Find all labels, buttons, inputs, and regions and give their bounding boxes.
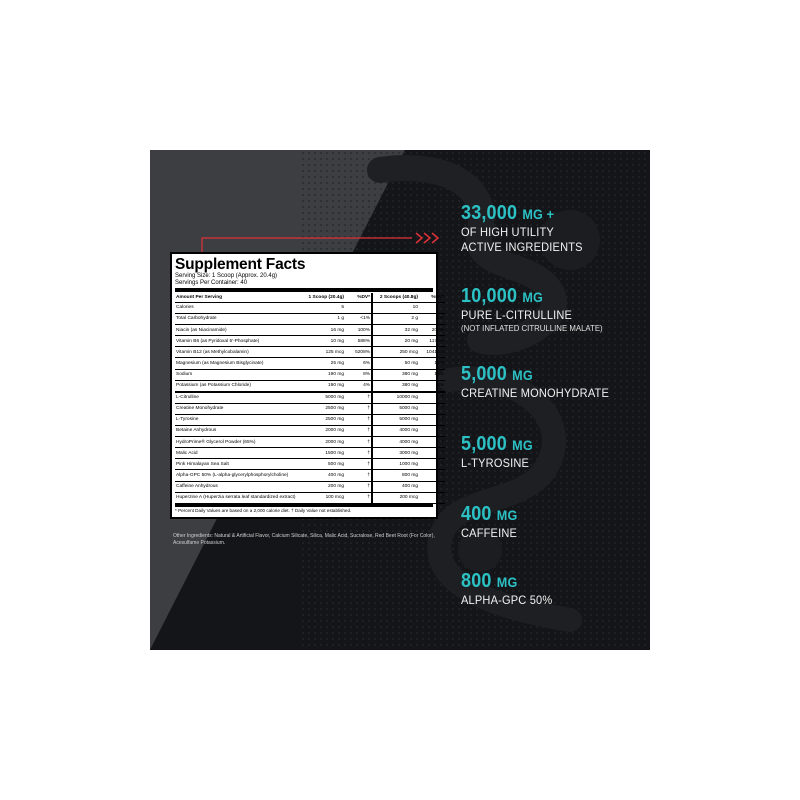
claim-amount-line bbox=[461, 285, 600, 308]
dv-1-scoop: † bbox=[345, 392, 372, 404]
amount-2-scoops: 4000 mg bbox=[372, 426, 419, 437]
claim-amount: 33,000 bbox=[461, 202, 518, 224]
dv-2-scoops: † bbox=[419, 392, 445, 404]
amount-1-scoop: 25 mg bbox=[301, 358, 345, 369]
claim-unit: MG + bbox=[522, 206, 555, 222]
dv-1-scoop: 5208% bbox=[345, 347, 372, 358]
dv-2-scoops: † bbox=[419, 448, 445, 459]
claim-amount: 400 bbox=[461, 503, 492, 525]
header-1-scoop: 1 Scoop (20.4g) bbox=[301, 293, 345, 303]
facts-row bbox=[175, 481, 445, 492]
amount-1-scoop: 200 mg bbox=[301, 481, 345, 492]
nutrient-name: Caffeine Anhydrous bbox=[175, 481, 301, 492]
amount-2-scoops: 10 bbox=[372, 303, 419, 314]
dv-1-scoop: 8% bbox=[345, 369, 372, 380]
amount-1-scoop: 500 mg bbox=[301, 459, 345, 470]
amount-2-scoops: 400 mg bbox=[372, 481, 419, 492]
nutrient-name: Malic Acid bbox=[175, 448, 301, 459]
nutrient-name: L-Tyrosine bbox=[175, 414, 301, 425]
header-2-scoops: 2 Scoops (40.8g) bbox=[372, 293, 419, 303]
header-dv-2: %DV* bbox=[419, 293, 445, 303]
claim-description: OF HIGH UTILITY bbox=[461, 225, 554, 239]
facts-row bbox=[175, 347, 445, 358]
dv-2-scoops: † bbox=[419, 414, 445, 425]
amount-1-scoop: 1 g bbox=[301, 314, 345, 325]
amount-2-scoops: 3000 mg bbox=[372, 448, 419, 459]
facts-row bbox=[175, 369, 445, 380]
dv-1-scoop: † bbox=[345, 470, 372, 481]
facts-title: Supplement Facts bbox=[175, 256, 306, 273]
dv-1-scoop: 588% bbox=[345, 336, 372, 347]
dv-2-scoops: † bbox=[419, 437, 445, 448]
dv-2-scoops: 1% bbox=[419, 314, 445, 325]
nutrient-name: Huperzine A (Huperzia serrata leaf standardized extract) bbox=[175, 492, 301, 503]
dv-1-scoop: † bbox=[345, 492, 372, 503]
facts-row bbox=[175, 336, 445, 347]
amount-1-scoop: 5 bbox=[301, 303, 345, 314]
facts-row bbox=[175, 303, 445, 314]
nutrient-name: Calories bbox=[175, 303, 301, 314]
dv-2-scoops: 200% bbox=[419, 325, 445, 336]
claim-item bbox=[461, 202, 593, 255]
claim-description: L-TYROSINE bbox=[461, 456, 530, 470]
amount-2-scoops: 5000 mg bbox=[372, 414, 419, 425]
facts-row bbox=[175, 403, 445, 414]
amount-2-scoops: 250 mcg bbox=[372, 347, 419, 358]
facts-table bbox=[175, 293, 445, 504]
claim-amount-line bbox=[461, 503, 517, 526]
header-amount: Amount Per Serving bbox=[175, 293, 301, 303]
supplement-facts-label bbox=[170, 252, 444, 519]
facts-divider bbox=[175, 288, 433, 292]
other-ingredients: Other Ingredients: Natural & Artificial Flavor, Calcium Silicate, Silica, Malic Acid, Sucralose, Red Beet Root (For Color), Acesulfame Potassium. bbox=[173, 533, 435, 546]
facts-row bbox=[175, 392, 445, 404]
facts-footnote: * Percent Daily Values are based on a 2,000 calorie diet. † Daily Value not established. bbox=[175, 504, 433, 514]
facts-body bbox=[175, 303, 445, 504]
claim-description: CAFFEINE bbox=[461, 526, 518, 540]
facts-row bbox=[175, 448, 445, 459]
dv-1-scoop: † bbox=[345, 437, 372, 448]
dv-1-scoop: † bbox=[345, 414, 372, 425]
amount-2-scoops: 200 mcg bbox=[372, 492, 419, 503]
amount-1-scoop: 190 mg bbox=[301, 380, 345, 392]
facts-row bbox=[175, 358, 445, 369]
amount-2-scoops: 32 mg bbox=[372, 325, 419, 336]
amount-1-scoop: 2000 mg bbox=[301, 437, 345, 448]
amount-2-scoops: 1000 mg bbox=[372, 459, 419, 470]
amount-2-scoops: 4000 mg bbox=[372, 437, 419, 448]
servings-per-container: Servings Per Container: 40 bbox=[175, 280, 248, 286]
claim-amount: 5,000 bbox=[461, 363, 507, 385]
facts-row bbox=[175, 314, 445, 325]
claim-item bbox=[461, 433, 541, 471]
dv-1-scoop: <1% bbox=[345, 314, 372, 325]
nutrient-name: HydroPrime® Glycerol Powder (65%) bbox=[175, 437, 301, 448]
amount-1-scoop: 2500 mg bbox=[301, 403, 345, 414]
claim-unit: MG bbox=[496, 507, 518, 523]
facts-header-row bbox=[175, 293, 445, 303]
facts-row bbox=[175, 492, 445, 503]
dv-1-scoop: 4% bbox=[345, 380, 372, 392]
nutrient-name: Niacin (as Niacinamide) bbox=[175, 325, 301, 336]
nutrient-name: Alpha-GPC 50% (L-alpha-glycerylphosphorylcholine) bbox=[175, 470, 301, 481]
amount-2-scoops: 50 mg bbox=[372, 358, 419, 369]
facts-row bbox=[175, 414, 445, 425]
amount-1-scoop: 5000 mg bbox=[301, 392, 345, 404]
dv-2-scoops: † bbox=[419, 481, 445, 492]
dv-2-scoops: 1176% bbox=[419, 336, 445, 347]
amount-1-scoop: 2000 mg bbox=[301, 426, 345, 437]
claim-amount: 5,000 bbox=[461, 433, 507, 455]
nutrient-name: Total Carbohydrate bbox=[175, 314, 301, 325]
claim-item bbox=[461, 363, 622, 401]
nutrient-name: Vitamin B12 (as Methylcobalamin) bbox=[175, 347, 301, 358]
claim-unit: MG bbox=[512, 437, 533, 453]
dv-1-scoop: 100% bbox=[345, 325, 372, 336]
nutrient-name: Vitamin B6 (as Pyridoxal 5'-Phosphate) bbox=[175, 336, 301, 347]
dv-2-scoops: 10416% bbox=[419, 347, 445, 358]
dv-1-scoop: † bbox=[345, 481, 372, 492]
dv-1-scoop: † bbox=[345, 448, 372, 459]
amount-2-scoops: 5000 mg bbox=[372, 403, 419, 414]
dv-2-scoops: 8% bbox=[419, 380, 445, 392]
nutrient-name: Magnesium (as Magnesium Bisglycinate) bbox=[175, 358, 301, 369]
amount-1-scoop: 10 mg bbox=[301, 336, 345, 347]
dv-2-scoops: † bbox=[419, 426, 445, 437]
amount-1-scoop: 100 mcg bbox=[301, 492, 345, 503]
claim-unit: MG bbox=[522, 289, 543, 305]
claim-amount-line bbox=[461, 363, 606, 386]
claim-description: CREATINE MONOHYDRATE bbox=[461, 386, 610, 400]
claim-item bbox=[461, 285, 615, 333]
serving-size: Serving Size: 1 Scoop (Approx. 20.4g) bbox=[175, 273, 278, 279]
facts-row bbox=[175, 380, 445, 392]
claim-amount-line bbox=[461, 433, 533, 456]
amount-2-scoops: 2 g bbox=[372, 314, 419, 325]
amount-2-scoops: 10000 mg bbox=[372, 392, 419, 404]
amount-1-scoop: 16 mg bbox=[301, 325, 345, 336]
claim-amount-line bbox=[461, 570, 550, 593]
amount-2-scoops: 380 mg bbox=[372, 380, 419, 392]
dv-1-scoop: † bbox=[345, 459, 372, 470]
facts-row bbox=[175, 426, 445, 437]
amount-2-scoops: 380 mg bbox=[372, 369, 419, 380]
nutrient-name: Potassium (as Potassium Chloride) bbox=[175, 380, 301, 392]
nutrient-name: Pink Himalayan Sea Salt bbox=[175, 459, 301, 470]
nutrient-name: L-Citrulline bbox=[175, 392, 301, 404]
product-panel bbox=[150, 150, 650, 650]
amount-2-scoops: 20 mg bbox=[372, 336, 419, 347]
dv-1-scoop: † bbox=[345, 403, 372, 414]
dv-1-scoop: 6% bbox=[345, 358, 372, 369]
nutrient-name: Creatine Monohydrate bbox=[175, 403, 301, 414]
claim-description: ACTIVE INGREDIENTS bbox=[461, 240, 583, 254]
amount-1-scoop: 2500 mg bbox=[301, 414, 345, 425]
amount-2-scoops: 800 mg bbox=[372, 470, 419, 481]
dv-1-scoop bbox=[345, 303, 372, 314]
claim-note: (NOT INFLATED CITRULLINE MALATE) bbox=[461, 323, 603, 333]
dv-2-scoops: † bbox=[419, 470, 445, 481]
amount-1-scoop: 125 mcg bbox=[301, 347, 345, 358]
dv-2-scoops: † bbox=[419, 459, 445, 470]
header-dv-1: %DV* bbox=[345, 293, 372, 303]
facts-row bbox=[175, 470, 445, 481]
claim-amount: 10,000 bbox=[461, 285, 518, 307]
claim-item bbox=[461, 570, 560, 608]
facts-row bbox=[175, 325, 445, 336]
claim-item bbox=[461, 503, 524, 541]
claim-unit: MG bbox=[512, 367, 533, 383]
nutrient-name: Betaine Anhydrous bbox=[175, 426, 301, 437]
dv-2-scoops: † bbox=[419, 403, 445, 414]
claim-amount: 800 bbox=[461, 570, 492, 592]
claim-amount-line bbox=[461, 202, 580, 225]
dv-1-scoop: † bbox=[345, 426, 372, 437]
facts-row bbox=[175, 437, 445, 448]
claim-description: ALPHA-GPC 50% bbox=[461, 593, 553, 607]
amount-1-scoop: 1500 mg bbox=[301, 448, 345, 459]
dv-2-scoops: † bbox=[419, 492, 445, 503]
dv-2-scoops: 12% bbox=[419, 358, 445, 369]
claim-unit: MG bbox=[496, 574, 518, 590]
amount-1-scoop: 190 mg bbox=[301, 369, 345, 380]
amount-1-scoop: 400 mg bbox=[301, 470, 345, 481]
facts-row bbox=[175, 459, 445, 470]
dv-2-scoops: 16% bbox=[419, 369, 445, 380]
claim-description: PURE L-CITRULLINE bbox=[461, 308, 573, 322]
nutrient-name: Sodium bbox=[175, 369, 301, 380]
dv-2-scoops bbox=[419, 303, 445, 314]
